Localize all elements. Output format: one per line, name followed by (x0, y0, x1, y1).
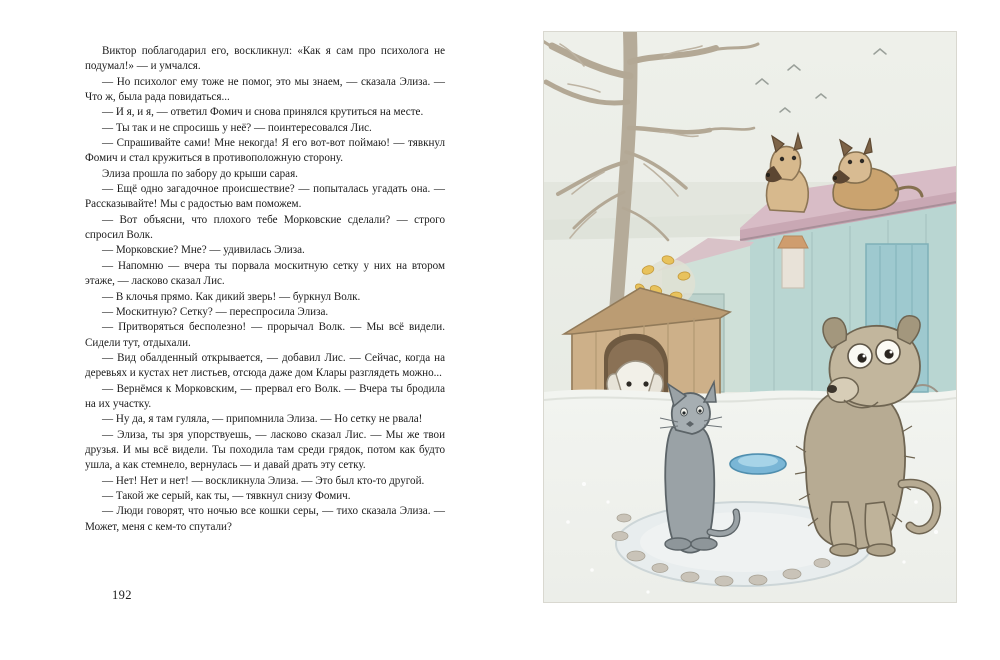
paragraph: — Вот объясни, что плохого тебе Морковские сделали? — строго спросил Волк. (85, 213, 445, 242)
illustration (544, 32, 956, 602)
paragraph: — Ну да, я там гуляла, — припомнила Элиза. — Но сетку не рвала! (102, 413, 423, 426)
paragraph: — В клочья прямо. Как дикий зверь! — буркнул Волк. (102, 290, 361, 303)
paragraph: — Ещё одно загадочное происшествие? — попыталась угадать она. — Рассказывайте! Мы с радостью вам поможем. (85, 183, 445, 211)
page-number: 192 (112, 588, 132, 602)
paragraph: — Вид обалденный открывается, — добавил Лис. — Сейчас, когда на деревьях и кустах нет листьев, отсюда даже дом Клары разглядеть можно... (85, 351, 445, 380)
paragraph: — Элиза, ты зря упорствуешь, — ласково сказал Лис. — Мы же твои друзья. И мы всё видели. Ты походила там среди грядок, потом как будто ушла, а как стемнело, вернулась — и давай драть эту сетку. (85, 428, 445, 472)
paragraph: — Люди говорят, что ночью все кошки серы, — тихо сказала Элиза. — Может, меня с кем-то спутали? (85, 505, 445, 533)
paragraph: — Спрашивайте сами! Мне некогда! Я его вот-вот поймаю! — тявкнул Фомич и стал кружиться в противоположную сторону. (85, 137, 445, 165)
paragraph: Элиза прошла по забору до крыши сарая. (102, 167, 298, 180)
paragraph: — Москитную? Сетку? — переспросила Элиза. (102, 305, 329, 318)
paragraph: — Напомню — вчера ты порвала москитную сетку у них на втором этаже, — ласково сказал Лис. (85, 259, 445, 288)
illustration-artwork (544, 32, 956, 602)
paragraph: — Нет! Нет и нет! — воскликнула Элиза. — Это был кто-то другой. (102, 474, 425, 487)
paragraph: — Такой же серый, как ты, — тявкнул снизу Фомич. (102, 489, 351, 502)
body-text (85, 44, 445, 535)
right-page (500, 0, 1000, 660)
paragraph: — Притворяться бесполезно! — прорычал Волк. — Мы всё видели. Сидели тут, отдыхали. (85, 321, 445, 349)
paragraph: — Но психолог ему тоже не помог, это мы знаем, — сказала Элиза. — Что ж, была рада повидаться... (85, 75, 445, 104)
paragraph: — Вернёмся к Морковским, — прервал его Волк. — Вчера ты бродила на их участку. (85, 382, 445, 410)
paragraph: Виктор поблагодарил его, воскликнул: «Как я сам про психолога не подумал!» — и умчался. (85, 45, 445, 73)
paragraph: — И я, и я, — ответил Фомич и снова принялся крутиться на месте. (102, 106, 424, 119)
paragraph: — Ты так и не спросишь у неё? — поинтересовался Лис. (102, 121, 372, 134)
paragraph: — Морковские? Мне? — удивилась Элиза. (102, 244, 305, 257)
